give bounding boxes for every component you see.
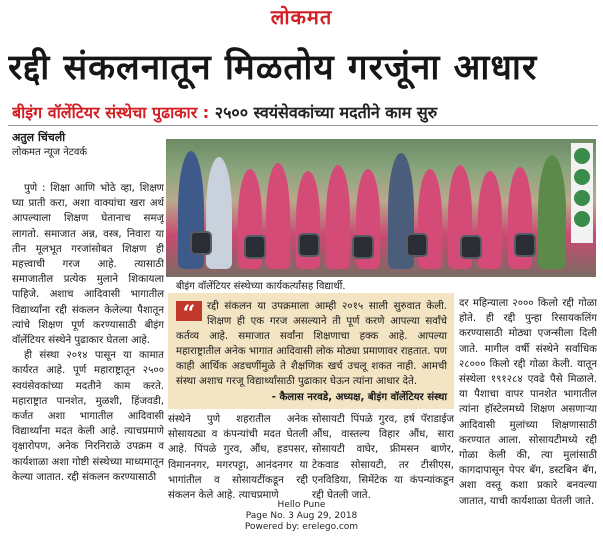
photo-bag bbox=[514, 233, 536, 257]
sponsor-logo-icon bbox=[574, 211, 590, 227]
subhead-rest: २५०० स्वयंसेवकांच्या मदतीने काम सुरु bbox=[209, 103, 438, 122]
middle-column-1: संस्थेने पुणे शहरातील अनेक सोसायट्या व कंपन्यांची मदत घेतली आहे. पिंपळे गुरव, औंध, हडपसर, विमाननगर, मगरपट्टा, आनंदनगर या भागांतील व सोसायटींकडून रद्दी संकलन केले आहे. त्याचप्रमाणे bbox=[168, 414, 308, 502]
quote-mark-icon: “ bbox=[176, 301, 202, 321]
photo-bag bbox=[298, 233, 320, 257]
pull-quote bbox=[168, 293, 454, 409]
photo-figure bbox=[326, 165, 350, 269]
group-photo bbox=[166, 139, 596, 277]
left-paragraph-1: पुणे : शिक्षा आणि भोठे व्हा, शिक्षण घ्या प्राती करा, अशा वाक्यांचा खरा अर्थ आपल्याला शिक्षण घेतानाच समजू लागतो. समाजात अन्न, वस्त्र, निवारा या तीन मूलभूत गरजांसोबत शिक्षण ही महत्त्वाची गरज आहे. त्यासाठी समाजातील प्रत्येक मुलाने शिकायला पाहिजे. अशाच आदिवासी भागातील विद्यार्थ्यांना रद्दी संकलन केलेल्या पैशातून त्यांचे शिक्षण पूर्ण करण्यासाठी बीइंग वॉलेंटियर संस्थेने पुढाकार घेतला आहे. bbox=[12, 183, 164, 347]
article-subheadline bbox=[12, 101, 597, 123]
newspaper-masthead: लोकमत bbox=[270, 5, 333, 29]
footer-edition: Hello Pune bbox=[277, 500, 326, 510]
footer-page-date: Page No. 3 Aug 29, 2018 bbox=[245, 511, 358, 521]
middle-column-2: सोसायटी पिंपळे गुरव, हर्ष पॅराडाईज औंध, वास्तल्य विहार औंध, सारा सोसायटी वाघेर, फ्रीमसन बाणेर, टेकवाड सोसायटी, तर टीसीएस, एनविडिया, सिमेंटेक या कंपन्यांकडून रद्दी घेतली जाते. bbox=[312, 414, 454, 502]
byline bbox=[12, 130, 162, 160]
photo-bag bbox=[190, 231, 212, 255]
left-column bbox=[12, 181, 164, 521]
photo-bag bbox=[244, 235, 266, 259]
left-paragraph-2: ही संस्था २०१४ पासून या कामात कार्यरत आहे. पूर्ण महाराष्ट्रातून २५०० स्वयंसेवकांच्या मदतीने काम करते. महाराष्ट्रात पानशेत, मुळशी, हिंजवडी, कर्जत अशा भागातील आदिवासी विद्यार्थ्यांना मदत केली आहे. त्याचप्रमाणे वृक्षारोपण, अनेक निरनिराळे उपक्रम व कार्यशाळा अशा गोष्टी संस्थेच्या माध्यमातून केल्या जातात. रद्दी संकलन करण्यासाठी bbox=[12, 350, 164, 483]
photo-caption: बीइंग वॉलेंटियर संस्थेच्या कार्यकर्त्यांसह विद्यार्थी. bbox=[176, 281, 346, 292]
photo-logo-strip bbox=[571, 143, 593, 243]
subhead-lead: बीइंग वॉलेंटियर संस्थेचा पुढाकार : bbox=[12, 103, 210, 122]
right-column: दर महिन्याला २००० किलो रद्दी गोळा होते. ही रद्दी पुन्हा रिसायकलिंग करण्यासाठी मोठ्या एजन्सीला दिली जाते. मागील वर्षी संस्थेने सर्वाधिक २८००० किलो रद्दी गोळा केली. यातून संस्थेला १९१२८४ एवढे पैसे मिळाले. या पैशाचा वापर पानशेत भागातील त्यांना हॉस्टेलमध्ये शिक्षण असणाऱ्या आदिवासी मुलांच्या शिक्षणासाठी करण्यात आला. सोसायटीमध्ये रद्दी गोळा केली की, त्या मुलांसाठी कागदापासून पेपर बॅग, डस्टबिन बॅग, अशा वस्तू कशा प्रकारे बनवल्या जातात, याची कार्यशाळा घेतली जाते. bbox=[459, 298, 597, 507]
photo-bag bbox=[460, 235, 482, 259]
article-headline: रद्दी संकलनातून मिळतोय गरजूंना आधार bbox=[8, 48, 538, 88]
byline-desk: लोकमत न्यूज नेटवर्क bbox=[12, 147, 88, 158]
photo-figure bbox=[538, 155, 566, 269]
byline-author: अतुल चिंचली bbox=[12, 131, 66, 144]
photo-figure bbox=[266, 163, 290, 269]
sponsor-logo-icon bbox=[574, 190, 590, 206]
footer-powered-by: Powered by: erelego.com bbox=[244, 522, 359, 532]
sponsor-logo-icon bbox=[574, 169, 590, 185]
quote-text: रद्दी संकलन या उपक्रमाला आम्ही २०१५ साली सुरुवात केली. शिक्षण ही एक गरज असल्याने ती पूर्ण करणे आपल्या सर्वांचे कर्तव्य आहे. समाजात सर्वांना शिक्षणाचा हक्क आहे. आपल्या महाराष्ट्रातील अनेक भागात आदिवासी लोक मोठ्या प्रमाणावर राहतात. पण काही आर्थिक अडचणींमुळे ते शैक्षणिक खर्च उचलू शकत नाही. आमची संस्था अशाच गरजू विद्यार्थ्यांसाठी पुढाकार घेऊन त्यांना आधार देते. bbox=[176, 301, 447, 388]
photo-bag bbox=[406, 233, 428, 257]
divider bbox=[8, 125, 598, 126]
page-footer bbox=[0, 500, 603, 533]
photo-bag bbox=[352, 235, 374, 259]
quote-attribution: - कैलास नरवडे, अध्यक्ष, बीइंग वॉलेंटियर संस्था bbox=[271, 391, 447, 403]
sponsor-logo-icon bbox=[574, 148, 590, 164]
